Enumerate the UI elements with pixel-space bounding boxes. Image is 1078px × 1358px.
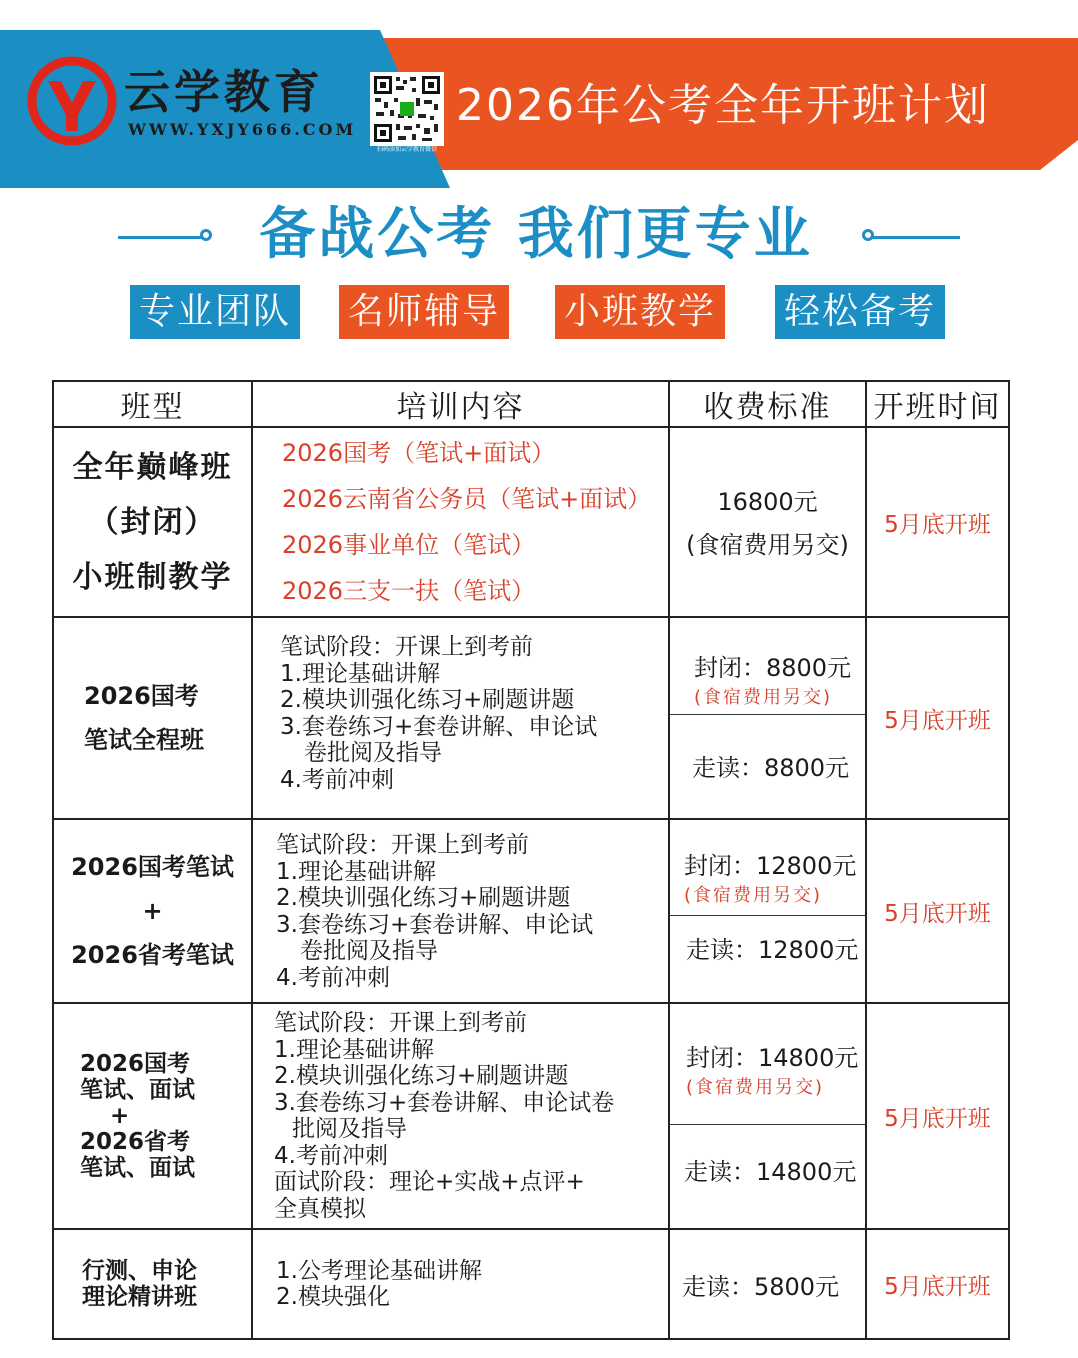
row2-content-line: 1.理论基础讲解 [280, 660, 440, 687]
row4-name-line: 2026国考 [80, 1051, 191, 1077]
row2-fee-closed [694, 648, 865, 709]
row3-content-line: 1.理论基础讲解 [276, 858, 436, 885]
tag-easy-prep: 轻松备考 [775, 285, 945, 339]
row5-content-line: 1.公考理论基础讲解 [276, 1257, 482, 1284]
row2-fee-note: (食宿费用另交) [694, 687, 833, 708]
row3-content-line: 2.模块训强化练习+刷题讲题 [276, 885, 571, 911]
header-training-content: 培训内容 [396, 390, 525, 425]
header-fee: 收费标准 [703, 390, 832, 425]
row4-name-line: + [110, 1103, 130, 1129]
slogan: 备战公考 我们更专业 [259, 202, 813, 267]
qr-caption: 扫码添加云学教育微信 [376, 146, 437, 153]
row1-content-line: 2026国考（笔试+面试） [282, 439, 556, 467]
row2-name-line: 笔试全程班 [84, 726, 204, 754]
row2-content [280, 634, 668, 793]
row1-content [282, 428, 668, 616]
qr-code-icon [370, 72, 444, 146]
row5-content [276, 1230, 668, 1338]
row1-class-name [54, 428, 251, 616]
tag-small-class: 小班教学 [555, 285, 725, 339]
row3-content-line: 3.套卷练习+套卷讲解、申论试 [276, 911, 594, 938]
row3-content-line: 卷批阅及指导 [300, 938, 438, 964]
row5-start-time: 5月底开班 [884, 1273, 991, 1300]
row1-name-line: （封闭） [88, 504, 217, 540]
header-class-type: 班型 [120, 390, 185, 425]
fee-divider-row2 [668, 714, 865, 715]
fee-divider-row3 [668, 915, 865, 916]
header-banner [0, 0, 1078, 200]
brand-logo-icon [26, 55, 118, 147]
row2-start-time: 5月底开班 [884, 707, 991, 734]
row1-name-line: 小班制教学 [72, 559, 233, 595]
row4-content-line: 面试阶段：理论+实战+点评+ [274, 1169, 585, 1195]
row1-content-line: 2026云南省公务员（笔试+面试） [282, 485, 652, 513]
row3-content-line: 4.考前冲刺 [276, 964, 390, 991]
fee-divider-row4 [668, 1124, 865, 1125]
row2-content-line: 卷批阅及指导 [304, 740, 442, 766]
tag-professional-team: 专业团队 [130, 285, 300, 339]
row2-class-name [84, 618, 251, 818]
tag-famous-teachers: 名师辅导 [339, 285, 509, 339]
row1-content-line: 2026三支一扶（笔试） [282, 577, 536, 605]
row4-class-name [80, 1004, 251, 1228]
row3-start-time: 5月底开班 [884, 900, 991, 927]
row2-content-line: 2.模块训强化练习+刷题讲题 [280, 687, 575, 713]
row3-name-line: 2026省考笔试 [71, 941, 234, 969]
row4-name-line: 笔试、面试 [80, 1077, 195, 1103]
header-start-time: 开班时间 [873, 390, 1002, 425]
row2-content-line: 4.考前冲刺 [280, 766, 394, 793]
row3-content-line: 笔试阶段：开课上到考前 [276, 832, 529, 858]
row3-name-line: 2026国考笔试 [71, 853, 234, 881]
row1-fee [670, 428, 865, 616]
row4-fee-note: (食宿费用另交) [686, 1077, 825, 1098]
slogan-right-dot [862, 229, 874, 241]
row4-content-line: 笔试阶段：开课上到考前 [274, 1010, 527, 1036]
row4-content-line: 1.理论基础讲解 [274, 1036, 434, 1063]
row4-content-line: 全真模拟 [274, 1195, 366, 1222]
row3-content [276, 832, 668, 991]
row5-name-line: 理论精讲班 [82, 1284, 197, 1310]
row4-fee-walk: 走读：14800元 [684, 1158, 857, 1186]
row3-fee-walk: 走读：12800元 [686, 936, 859, 964]
row4-content-line: 批阅及指导 [292, 1116, 407, 1142]
class-schedule-table [52, 380, 1010, 1340]
slogan-right-line [872, 236, 960, 239]
row3-fee-closed-amount: 封闭：12800元 [684, 852, 857, 880]
row4-name-line: 笔试、面试 [80, 1155, 195, 1181]
plan-title: 2026年公考全年开班计划 [456, 80, 990, 131]
row3-fee-note: (食宿费用另交) [684, 885, 823, 906]
row3-fee-closed [684, 846, 865, 907]
slogan-left-line [118, 236, 204, 239]
row5-name-line: 行测、申论 [82, 1258, 197, 1284]
row5-fee-walk: 走读：5800元 [682, 1272, 840, 1301]
row2-fee-walk: 走读：8800元 [692, 754, 850, 782]
row2-name-line: 2026国考 [84, 682, 199, 710]
row1-fee-amount: 16800元 [717, 488, 818, 516]
row2-content-line: 笔试阶段：开课上到考前 [280, 634, 533, 660]
brand-name: 云学教育 [124, 65, 324, 119]
row5-content-line: 2.模块强化 [276, 1284, 390, 1310]
row4-fee-closed [686, 1038, 865, 1099]
row4-content [274, 1010, 668, 1222]
row5-class-name [82, 1230, 251, 1338]
brand-url: WWW.YXJY666.COM [128, 120, 357, 139]
row4-fee-closed-amount: 封闭：14800元 [686, 1044, 859, 1072]
row4-start-time: 5月底开班 [884, 1105, 991, 1132]
col-divider-1 [251, 382, 253, 1338]
row4-content-line: 4.考前冲刺 [274, 1142, 388, 1169]
row3-class-name [54, 820, 251, 1002]
row3-name-line: + [142, 897, 163, 925]
row4-content-line: 3.套卷练习+套卷讲解、申论试卷 [274, 1089, 615, 1116]
row1-content-line: 2026事业单位（笔试） [282, 531, 536, 559]
row1-start-time: 5月底开班 [884, 511, 991, 538]
row1-name-line: 全年巅峰班 [72, 449, 233, 485]
row2-fee-closed-amount: 封闭：8800元 [694, 654, 852, 682]
slogan-left-dot [200, 229, 212, 241]
row1-fee-note: (食宿费用另交) [686, 531, 849, 559]
row2-content-line: 3.套卷练习+套卷讲解、申论试 [280, 713, 598, 740]
row4-content-line: 2.模块训强化练习+刷题讲题 [274, 1063, 569, 1089]
row4-name-line: 2026省考 [80, 1129, 191, 1155]
